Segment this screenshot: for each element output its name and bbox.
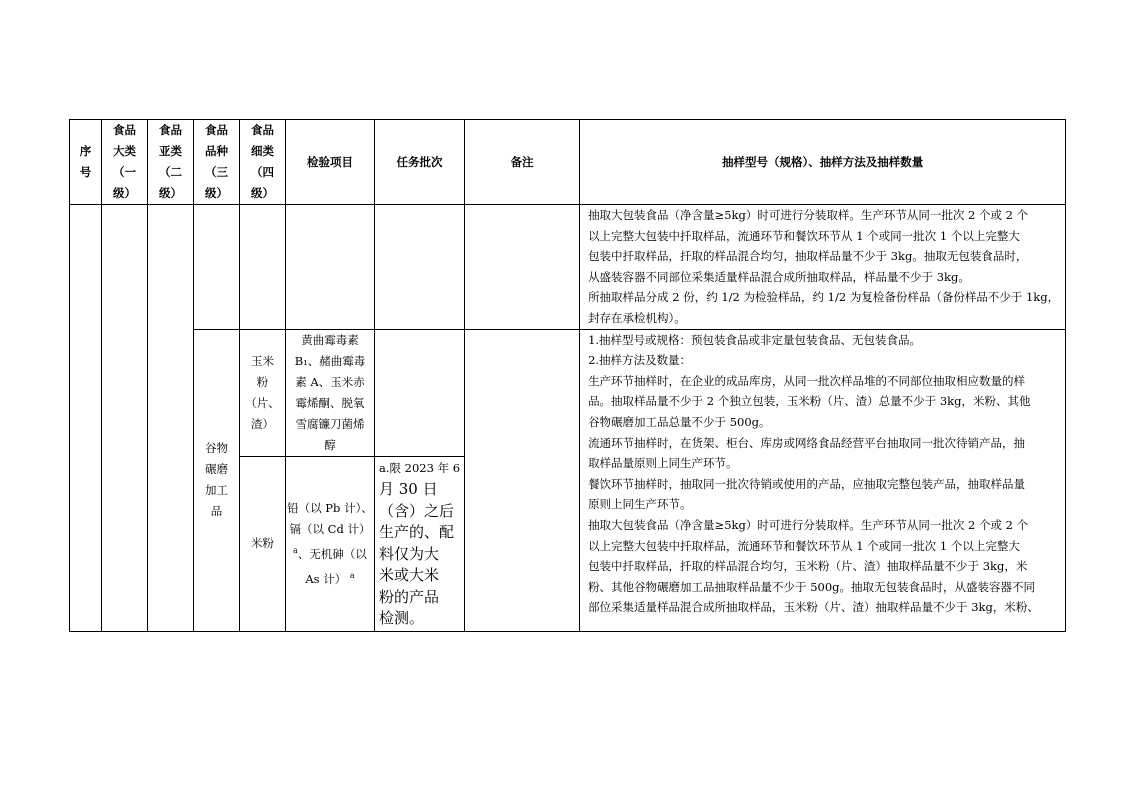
items-cell: [286, 205, 375, 330]
header-text: 号: [79, 165, 92, 179]
note-text: 粉的产品: [379, 587, 440, 606]
method-line: 抽取大包装食品（净含量≥5kg）时可进行分装取样。生产环节从同一批次 2 个或 2 个: [588, 517, 1029, 532]
items-text: 铅（以 Pb 计）、: [287, 500, 373, 515]
method-line: 谷物碾磨加工品总量不少于 500g。: [588, 414, 771, 429]
items-text: 霉烯酮、脱氧: [295, 395, 365, 410]
note-text: 检测。: [379, 609, 425, 628]
method-line: 餐饮环节抽样时，抽取同一批次待销或使用的产品，应抽取完整包装产品，抽取样品量: [588, 476, 1026, 491]
method-line: 从盛装容器不同部位采集适量样品混合成所抽取样品，样品量不少于 3kg。: [588, 269, 970, 284]
note-text: （含）之后: [379, 501, 455, 520]
cat4-text: （片、: [245, 395, 280, 410]
cat4-corn-flour: [240, 329, 286, 456]
method-cell: [580, 205, 1066, 330]
footnote-mark: a: [349, 570, 355, 580]
cat4-rice-flour: 米粉: [240, 456, 286, 631]
note-text: 月 30 日: [379, 480, 438, 499]
method-line: 以上完整大包装中扦取样品，流通环节和餐饮环节从 1 个或同一批次 1 个以上完整大: [588, 538, 1020, 553]
cat3-text: 谷物: [205, 441, 228, 456]
items-text: As 计）: [305, 571, 347, 586]
table-row: [70, 329, 1066, 456]
header-cat2: [148, 120, 194, 205]
items-corn: [286, 329, 375, 456]
note-text: 料仅为大: [379, 544, 440, 563]
header-text: 食品: [205, 123, 228, 137]
method-grain: [580, 329, 1066, 631]
header-text: （二: [159, 165, 182, 179]
items-text: [286, 540, 374, 565]
header-batch: 任务批次: [375, 120, 465, 205]
footnote-mark: a: [293, 545, 298, 555]
header-text: 食品: [251, 123, 274, 137]
method-line: 粉、其他谷物碾磨加工品抽取样品量不少于 500g。抽取无包装食品时，从盛装容器不同: [588, 579, 1036, 594]
note-text: a.限 2023 年 6: [379, 460, 461, 475]
cat4-cell: [240, 205, 286, 330]
note-text: 米或大米: [379, 566, 440, 585]
header-text: 食品: [113, 123, 136, 137]
batch-rice-note: [375, 456, 465, 631]
header-text: 级）: [159, 186, 182, 200]
remark-cell: [465, 205, 580, 330]
header-text: 亚类: [159, 144, 182, 158]
remark-grain: [465, 329, 580, 631]
batch-cell: [375, 205, 465, 330]
seq-cell: [70, 205, 102, 632]
method-line: 生产环节抽样时，在企业的成品库房，从同一批次样品堆的不同部位抽取相应数量的样: [588, 373, 1026, 388]
method-line: 取样品量原则上同生产环节。: [588, 456, 738, 471]
items-text: B₁、赭曲霉毒: [294, 353, 366, 368]
header-remark: 备注: [465, 120, 580, 205]
items-text: 素 A、玉米赤: [295, 374, 365, 389]
method-line: 部位采集适量样品混合成所抽取样品，玉米粉（片、渣）抽取样品量不少于 3kg，米粉、: [588, 600, 1039, 615]
method-line: 以上完整大包装中扦取样品，流通环节和餐饮环节从 1 个或同一批次 1 个以上完整大: [588, 228, 1020, 243]
header-items: 检验项目: [286, 120, 375, 205]
cat3-grain-milled: [194, 329, 240, 631]
method-line: 2.抽样方法及数量：: [588, 353, 692, 368]
method-line: 包装中扦取样品，扦取的样品混合均匀，玉米粉（片、渣）抽取样品量不少于 3kg，米: [588, 559, 1028, 574]
items-rice: [286, 456, 375, 631]
header-text: 品种: [205, 144, 228, 158]
items-text: 黄曲霉毒素: [301, 332, 359, 347]
header-text: （一: [113, 165, 136, 179]
items-text: 、无机砷（以: [297, 546, 367, 561]
items-text: [286, 565, 374, 590]
method-line: 抽取大包装食品（净含量≥5kg）时可进行分装取样。生产环节从同一批次 2 个或 2 个: [588, 208, 1029, 222]
cat3-text: 加工: [205, 483, 228, 498]
note-text: 生产的、配: [379, 523, 455, 542]
cat1-cell: [102, 205, 148, 632]
header-row: [70, 120, 1066, 205]
method-line: 原则上同生产环节。: [588, 497, 692, 512]
table-row: [70, 205, 1066, 330]
method-line: 封存在承检机构）。: [588, 310, 686, 325]
items-text: 雪腐镰刀菌烯: [295, 416, 365, 431]
sampling-table: [69, 119, 1066, 632]
items-text: 镉（以 Cd 计）: [289, 521, 371, 536]
batch-corn: [375, 329, 465, 456]
header-cat1: [102, 120, 148, 205]
cat2-cell: [148, 205, 194, 632]
header-text: 级）: [205, 186, 228, 200]
header-cat3: [194, 120, 240, 205]
cat4-text: 渣）: [251, 416, 274, 431]
header-text: 大类: [113, 144, 136, 158]
header-text: 食品: [159, 123, 182, 137]
cat4-text: 粉: [256, 374, 269, 389]
cat3-text: 品: [210, 504, 223, 519]
method-line: 包装中扦取样品，扦取的样品混合均匀，抽取样品量不少于 3kg。抽取无包装食品时，: [588, 249, 1028, 264]
method-line: 所抽取样品分成 2 份，约 1/2 为检验样品，约 1/2 为复检备份样品（备份样品不少于 1kg，: [588, 290, 1060, 305]
header-method: 抽样型号（规格）、抽样方法及抽样数量: [580, 120, 1066, 205]
header-text: 级）: [113, 186, 136, 200]
method-line: 品。抽取样品量不少于 2 个独立包装，玉米粉（片、渣）总量不少于 3kg，米粉、其他: [588, 394, 1031, 409]
method-line: 流通环节抽样时，在货架、柜台、库房或网络食品经营平台抽取同一批次待销产品，抽: [588, 435, 1026, 450]
header-text: 序: [79, 144, 92, 158]
header-text: （三: [205, 165, 228, 179]
header-text: （四: [251, 165, 274, 179]
cat3-text: 碾磨: [205, 462, 228, 477]
method-line: 1.抽样型号或规格：预包装食品或非定量包装食品、无包装食品。: [588, 332, 922, 347]
cat4-text: 玉米: [251, 353, 274, 368]
header-text: 级）: [251, 186, 274, 200]
items-text: 醇: [324, 437, 336, 452]
header-text: 细类: [251, 144, 274, 158]
cat3-cell: [194, 205, 240, 330]
header-cat4: [240, 120, 286, 205]
header-seq: [70, 120, 102, 205]
